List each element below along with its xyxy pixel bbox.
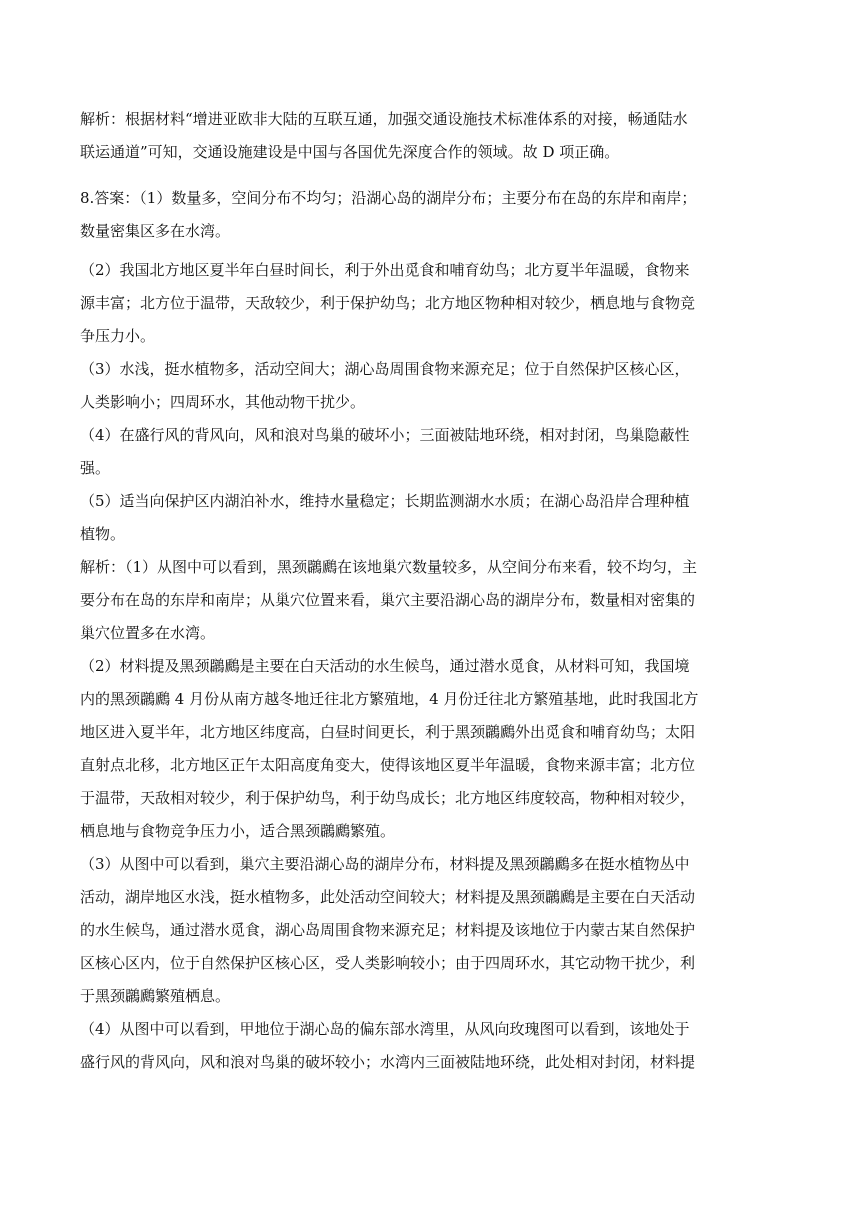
analysis-7-paragraph — [80, 103, 780, 169]
text-line: （2）材料提及黑颈鸊鷉是主要在白天活动的水生候鸟，通过潜水觅食，从材料可知，我国境 — [80, 657, 690, 675]
text-line: 活动，湖岸地区水浅，挺水植物多，此处活动空间较大；材料提及黑颈鸊鷉是主要在白天活动 — [80, 888, 696, 906]
text-line: 争压力小。 — [80, 327, 156, 345]
text-line: 8.答案：（1）数量多，空间分布不均匀；沿湖心岛的湖岸分布；主要分布在岛的东岸和南岸； — [80, 189, 697, 207]
analysis-8-part-3-paragraph — [80, 848, 780, 1013]
text-line: （3）水浅，挺水植物多，活动空间大；湖心岛周围食物来源充足；位于自然保护区核心区， — [80, 360, 690, 378]
answer-8-part-2-paragraph — [80, 254, 780, 353]
text-line: 直射点北移，北方地区正午太阳高度角变大，使得该地区夏半年温暖，食物来源丰富；北方位 — [80, 756, 696, 774]
text-line: 栖息地与食物竞争压力小，适合黑颈鸊鷉繁殖。 — [80, 822, 396, 840]
answer-8-part-4-paragraph — [80, 419, 780, 485]
text-line: 内的黑颈鸊鷉 4 月份从南方越冬地迁往北方繁殖地，4 月份迁往北方繁殖基地，此时我国北方 — [80, 690, 699, 708]
text-line: 要分布在岛的东岸和南岸；从巢穴位置来看，巢穴主要沿湖心岛的湖岸分布，数量相对密集的 — [80, 591, 696, 609]
answer-8-part-5-paragraph — [80, 485, 780, 551]
text-line: （3）从图中可以看到，巢穴主要沿湖心岛的湖岸分布，材料提及黑颈鸊鷉多在挺水植物丛中 — [80, 855, 690, 873]
answer-8-part-3-paragraph — [80, 353, 780, 419]
text-line: 植物。 — [80, 525, 126, 543]
analysis-8-part-4-paragraph — [80, 1013, 780, 1079]
text-line: 巢穴位置多在水湾。 — [80, 624, 216, 642]
text-line: （4）从图中可以看到，甲地位于湖心岛的偏东部水湾里，从风向玫瑰图可以看到，该地处于 — [80, 1020, 690, 1038]
text-line: （2）我国北方地区夏半年白昼时间长，利于外出觅食和哺育幼鸟；北方夏半年温暖，食物来 — [80, 261, 690, 279]
answer-8-paragraph — [80, 182, 780, 248]
analysis-8-part-1-paragraph — [80, 551, 780, 650]
text-line: 源丰富；北方位于温带，天敌较少，利于保护幼鸟；北方地区物种相对较少，栖息地与食物竞 — [80, 294, 696, 312]
analysis-8-part-2-paragraph — [80, 650, 780, 848]
text-line: 联运通道”可知，交通设施建设是中国与各国优先深度合作的领域。故 D 项正确。 — [80, 143, 620, 161]
text-line: 区核心区内，位于自然保护区核心区，受人类影响较小；由于四周环水，其它动物干扰少，利 — [80, 954, 696, 972]
text-line: 于黑颈鸊鷉繁殖栖息。 — [80, 987, 231, 1005]
text-line: 地区进入夏半年，北方地区纬度高，白昼时间更长，利于黑颈鸊鷉外出觅食和哺育幼鸟；太阳 — [80, 723, 696, 741]
text-line: （4）在盛行风的背风向，风和浪对鸟巢的破坏小；三面被陆地环绕，相对封闭，鸟巢隐蔽性 — [80, 426, 690, 444]
text-line: （5）适当向保护区内湖泊补水，维持水量稳定；长期监测湖水水质；在湖心岛沿岸合理种植 — [80, 492, 690, 510]
text-line: 于温带，天敌相对较少，利于保护幼鸟，利于幼鸟成长；北方地区纬度较高，物种相对较少， — [80, 789, 696, 807]
text-line: 数量密集区多在水湾。 — [80, 222, 231, 240]
text-line: 盛行风的背风向，风和浪对鸟巢的破坏较小；水湾内三面被陆地环绕，此处相对封闭，材料提 — [80, 1053, 696, 1071]
text-line: 的水生候鸟，通过潜水觅食，湖心岛周围食物来源充足；材料提及该地位于内蒙古某自然保护 — [80, 921, 696, 939]
text-line: 解析：（1）从图中可以看到，黑颈鸊鷉在该地巢穴数量较多，从空间分布来看，较不均匀，主 — [80, 558, 698, 576]
text-line: 强。 — [80, 459, 111, 477]
text-line: 人类影响小；四周环水，其他动物干扰少。 — [80, 393, 366, 411]
text-line: 解析：根据材料“增进亚欧非大陆的互联互通，加强交通设施技术标准体系的对接，畅通陆水 — [80, 110, 688, 128]
